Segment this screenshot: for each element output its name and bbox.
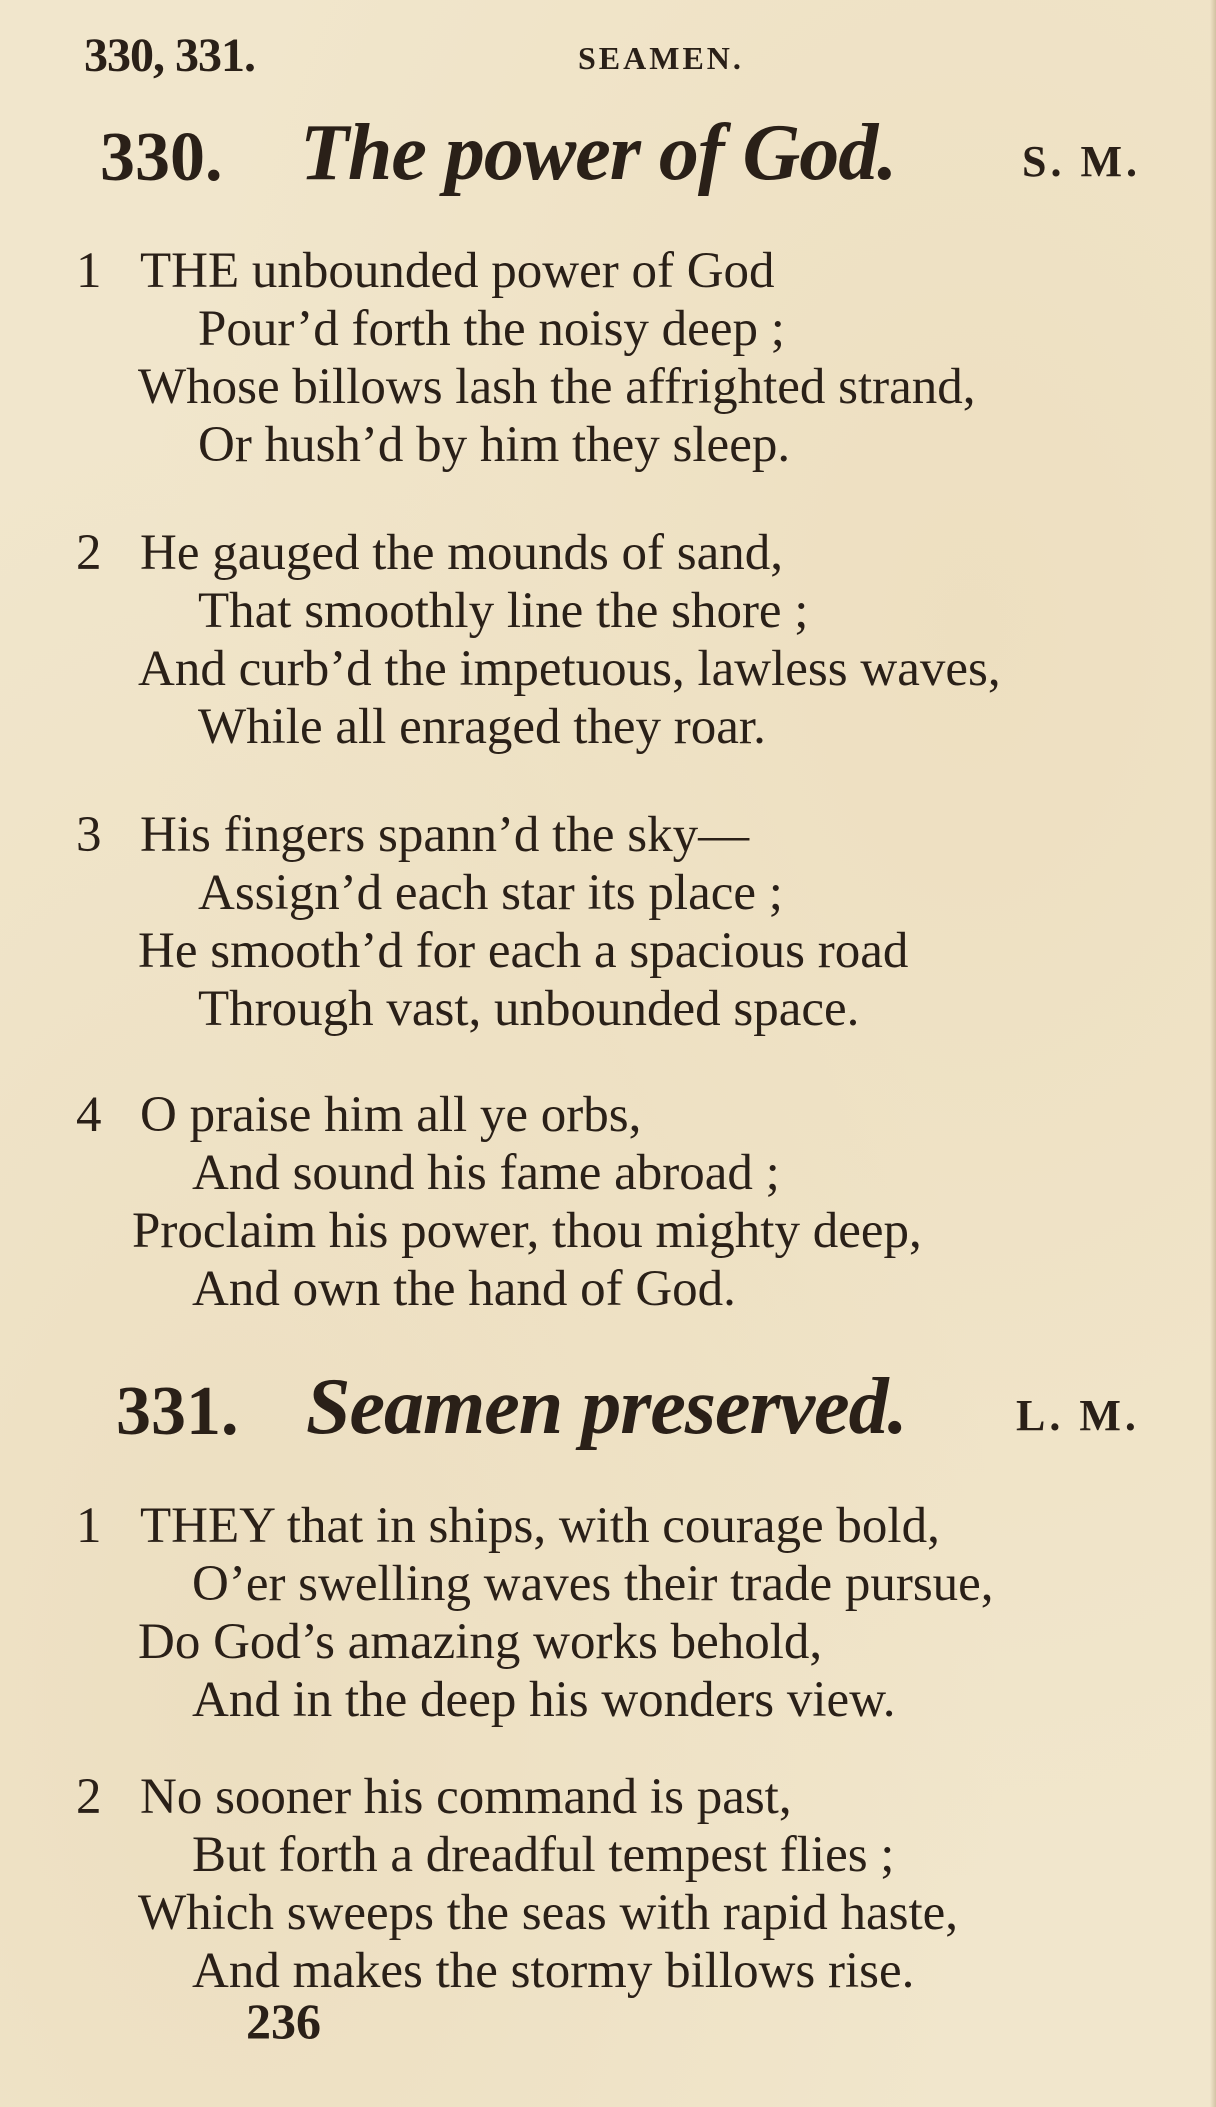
stanza-number: 4	[76, 1087, 102, 1143]
verse-line	[76, 1884, 1196, 1942]
stanza	[76, 1086, 1196, 1318]
hymn-heading	[100, 110, 1186, 210]
verse-line	[76, 806, 1196, 864]
stanza	[76, 1497, 1196, 1729]
verse-line	[76, 524, 1196, 582]
hymn-number: 330.	[100, 119, 223, 196]
page-number: 236	[246, 1993, 321, 2049]
verse-line	[76, 1826, 1196, 1884]
line-text: And curb’d the impetuous, lawless waves,	[138, 641, 1001, 697]
verse-line	[76, 300, 1196, 358]
line-text: Proclaim his power, thou mighty deep,	[132, 1203, 922, 1259]
line-text: Whose billows lash the affrighted strand,	[138, 359, 976, 415]
line-text: Through vast, unbounded space.	[198, 981, 860, 1037]
stanza-number: 1	[76, 1498, 102, 1554]
line-text: And own the hand of God.	[192, 1261, 736, 1317]
verse-line	[76, 1768, 1196, 1826]
line-text: Or hush’d by him they sleep.	[198, 417, 791, 473]
page-edge-shadow	[1210, 0, 1216, 2107]
running-head-section: SEAMEN.	[578, 40, 744, 76]
stanza	[76, 1768, 1196, 2000]
line-text: He gauged the mounds of sand,	[140, 525, 784, 581]
line-text: Do God’s amazing works behold,	[138, 1614, 823, 1670]
line-text: And makes the stormy billows rise.	[192, 1943, 915, 1999]
verse-line	[76, 1086, 1196, 1144]
line-text: O praise him all ye orbs,	[140, 1087, 642, 1143]
line-text: But forth a dreadful tempest flies ;	[192, 1827, 895, 1883]
hymn-title: The power of God.	[300, 109, 897, 197]
hymn-heading	[116, 1358, 1186, 1458]
line-text: And in the deep his wonders view.	[192, 1672, 896, 1728]
line-text: THEY that in ships, with courage bold,	[140, 1498, 940, 1554]
stanza-number: 3	[76, 807, 102, 863]
line-text: THE unbounded power of God	[140, 243, 775, 299]
line-text: Assign’d each star its place ;	[198, 865, 783, 921]
line-text: Which sweeps the seas with rapid haste,	[138, 1885, 959, 1941]
verse-line	[76, 1613, 1196, 1671]
line-text: His fingers spann’d the sky—	[140, 807, 750, 863]
verse-line	[76, 1144, 1196, 1202]
verse-line	[76, 1202, 1196, 1260]
line-text: O’er swelling waves their trade pursue,	[192, 1556, 994, 1612]
hymn-meter: L. M.	[1016, 1391, 1140, 1440]
verse-line	[76, 582, 1196, 640]
verse-line	[76, 1497, 1196, 1555]
line-text: Pour’d forth the noisy deep ;	[198, 301, 785, 357]
verse-line	[76, 1260, 1196, 1318]
verse-line	[76, 980, 1196, 1038]
stanza-number: 1	[76, 243, 102, 299]
verse-line	[76, 640, 1196, 698]
verse-line	[76, 242, 1196, 300]
verse-line	[76, 922, 1196, 980]
line-text: That smoothly line the shore ;	[198, 583, 809, 639]
hymn-meter: S. M.	[1022, 137, 1141, 186]
line-text: He smooth’d for each a spacious road	[138, 923, 909, 979]
stanza	[76, 242, 1196, 474]
line-text: No sooner his command is past,	[140, 1769, 792, 1825]
hymn-number: 331.	[116, 1373, 239, 1450]
stanza-number: 2	[76, 525, 102, 581]
verse-line	[76, 698, 1196, 756]
verse-line	[76, 1555, 1196, 1613]
stanza	[76, 806, 1196, 1038]
running-head-page-numbers: 330, 331.	[84, 29, 255, 82]
hymn-title: Seamen preserved.	[306, 1363, 907, 1451]
verse-line	[76, 416, 1196, 474]
verse-line	[76, 1942, 1196, 2000]
verse-line	[76, 358, 1196, 416]
line-text: And sound his fame abroad ;	[192, 1145, 780, 1201]
stanza-number: 2	[76, 1769, 102, 1825]
stanza	[76, 524, 1196, 756]
verse-line	[76, 1671, 1196, 1729]
line-text: While all enraged they roar.	[198, 699, 766, 755]
verse-line	[76, 864, 1196, 922]
running-head	[84, 28, 1156, 88]
